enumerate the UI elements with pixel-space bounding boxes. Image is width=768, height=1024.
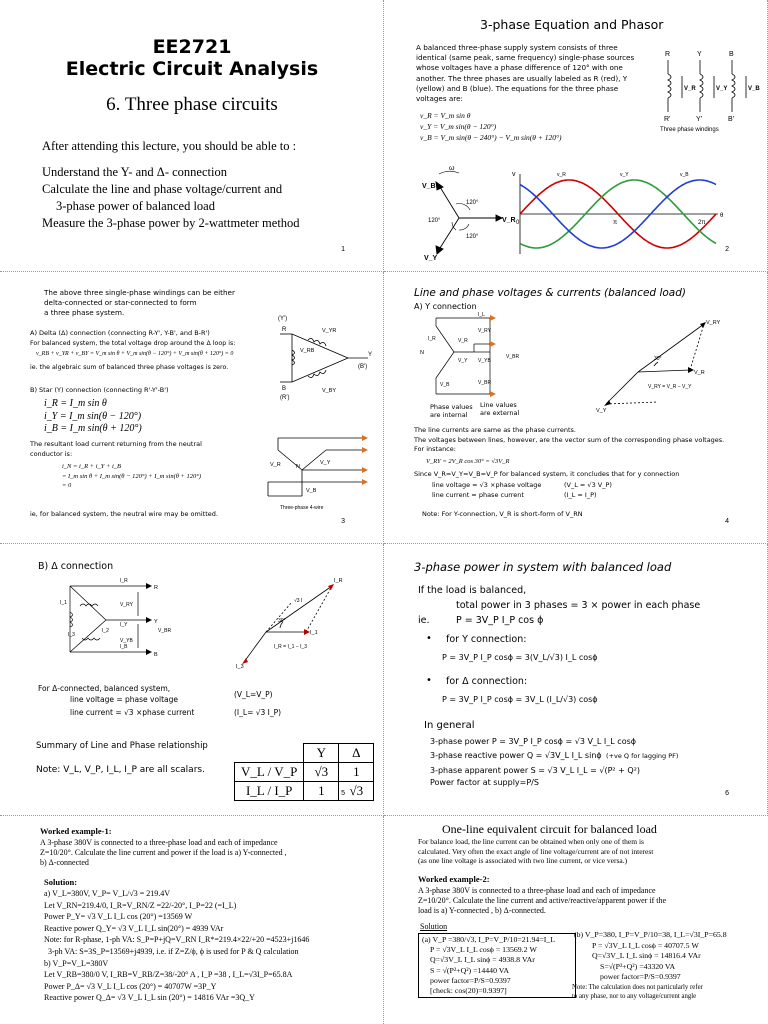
phasor-label: V_B <box>422 183 436 190</box>
star-label: V_Y <box>320 460 331 466</box>
note-line: Line values <box>480 401 517 409</box>
solution-line: Q=√3V_L I_L sinϕ = 14816.4 VAr <box>592 951 701 961</box>
body-line: The resultant load current returning from the neutral <box>30 440 202 448</box>
objective: Measure the 3-phase power by 2-wattmeter method <box>42 216 300 230</box>
relation-value: (V_L = √3 V_P) <box>564 481 612 489</box>
table-row <box>235 744 374 763</box>
slide-title: 3-phase Equation and Phasor <box>480 17 664 32</box>
phasor-label: √3 I <box>294 598 303 604</box>
body-line: total power in 3 phases = 3 × power in each phase <box>456 600 701 611</box>
example-title: Worked example-1: <box>40 826 112 836</box>
body-line: conductor is: <box>30 449 73 458</box>
body-line: If the load is balanced, <box>418 585 527 596</box>
equation: i_N = i_R + i_Y + i_B <box>62 463 122 470</box>
star-caption: Three-phase 4-wire <box>280 505 324 511</box>
winding-label: Y' <box>696 116 703 123</box>
circuit-label: Y <box>154 619 158 625</box>
y-connection-circuit <box>418 312 528 404</box>
page-number: 6 <box>725 790 729 797</box>
equation: v_B = V_m sin(θ − 240°) − V_m sin(θ + 120°) <box>420 133 562 142</box>
solution-line: S=√(P²+Q²) =43320 VA <box>600 961 676 971</box>
note-line: Phase values <box>430 403 473 411</box>
circuit-label: V_BR <box>506 354 520 360</box>
slide-7 <box>0 816 384 1024</box>
relation-value: (I_L= √3 I_P) <box>234 708 282 717</box>
equation: = I_m sin θ + I_m sin(θ − 120°) + I_m sin(θ + 120°) <box>62 472 202 480</box>
solution-text <box>44 888 309 1004</box>
relation-text: line voltage = √3 ×phase voltage <box>432 481 542 489</box>
winding-label: V_R <box>684 86 696 92</box>
question-line: load is a) Y-connected , b) Δ-connected. <box>418 906 546 915</box>
delta-label: (R') <box>280 395 290 401</box>
phasor-label: V_Y <box>596 408 607 414</box>
body-line: For instance: <box>414 445 456 453</box>
solution-line: a) V_L=380V, V_P= V_L/√3 = 219.4V <box>44 889 171 898</box>
phasor-diagram <box>414 160 514 265</box>
winding-label: B <box>729 51 734 58</box>
body-line: (yellow) and B (blue). The equations for the three phase <box>416 83 619 93</box>
circuit-label: N <box>420 350 424 356</box>
table-row <box>235 782 374 801</box>
slide-title: 3-phase power in system with balanced load <box>414 560 672 574</box>
neutral-sum <box>62 462 201 491</box>
solution-line: Q=√3V_L I_L sinϕ = 4938.8 VAr <box>430 955 535 965</box>
delta-label: B <box>282 386 287 392</box>
circuit-label: I_L <box>478 312 485 318</box>
winding-label: Y <box>697 51 702 58</box>
circuit-label: V_YB <box>478 358 491 364</box>
page-number: 3 <box>341 518 345 525</box>
phasor-label: 30° <box>278 618 286 624</box>
circuit-label: V_RY <box>478 328 491 334</box>
circuit-label: I_2 <box>102 628 109 634</box>
voltage-phasor-diagram <box>590 318 724 414</box>
body-line: ie. the algebraic sum of balanced three phase voltages is zero. <box>30 364 229 371</box>
objective: 3-phase power of balanced load <box>56 199 215 213</box>
page-number: 5 <box>341 790 345 797</box>
bullet: • <box>426 633 432 644</box>
section-heading: B) Star (Y) connection (connecting R'-Y'-B') <box>30 386 169 394</box>
winding-label: V_B <box>748 86 760 92</box>
circuit-label: I_R <box>120 578 128 584</box>
equation: v_R = V_m sin θ <box>420 111 471 120</box>
slide-title: One-line equivalent circuit for balanced load <box>442 822 657 836</box>
objective: Understand the Y- and Δ- connection <box>42 165 227 179</box>
intro-text <box>418 837 653 866</box>
table-cell: 1 <box>304 782 339 801</box>
question-text <box>40 838 287 868</box>
intro-text <box>44 288 235 318</box>
solution-line: Power P_Y= √3 V_L I_L cos (20°) =13569 W <box>44 912 193 922</box>
winding-label: R <box>665 51 671 58</box>
intro-text: After attending this lecture, you should be able to : <box>42 139 297 153</box>
phasor-label: I_3 <box>236 664 244 670</box>
circuit-label: V_BR <box>158 628 172 634</box>
body-line: For Δ-connected, balanced system, <box>38 684 171 693</box>
delta-label: V_BY <box>322 388 337 394</box>
phasor-label: 120° <box>466 234 479 240</box>
solution-line: (a) V_P =380/√3, I_P=V_P/10=21.94=I_L <box>422 935 555 944</box>
intro-line: For balance load, the line current can be obtained when only one of them is <box>418 837 644 846</box>
table-cell: √3 <box>304 763 339 782</box>
table-cell: √3 <box>339 782 374 801</box>
delta-circuit <box>58 576 178 668</box>
note-line: are internal <box>430 411 468 419</box>
question-line: Z=10/20°. Calculate the line current and active/reactive/apparent power if the <box>418 896 667 905</box>
wave-label: v <box>512 171 516 178</box>
relation-text: line voltage = phase voltage <box>70 695 179 704</box>
body-text <box>414 426 724 455</box>
star-label: N <box>296 464 300 470</box>
body-line: ie. <box>418 615 430 626</box>
solution-line: [check: cos(20)=0.9397] <box>430 986 507 996</box>
phase-equations <box>420 110 562 143</box>
calculation-note <box>572 984 703 1001</box>
circuit-label: V_Y <box>458 358 468 364</box>
phasor-label: 120° <box>466 200 479 206</box>
wave-label: 0 <box>516 220 520 226</box>
summary-heading: Summary of Line and Phase relationship <box>36 741 208 751</box>
intro-line: The above three single-phase windings can be either <box>44 288 235 297</box>
three-phase-windings-diagram <box>656 46 768 136</box>
delta-label: Y <box>368 352 373 358</box>
star-label: V_R <box>270 462 281 468</box>
star-connection-diagram <box>262 430 378 512</box>
equation: i_R = I_m sin θ <box>44 398 107 409</box>
circuit-label: I_Y <box>120 622 128 628</box>
body-line: The voltages between lines, however, are the vector sum of the corresponding phase voltages. <box>414 435 725 444</box>
phasor-label: 30° <box>654 356 662 362</box>
circuit-label: V_BR <box>478 380 492 386</box>
intro-line: calculated. Very often the exact angle of line voltage/current are of not interest <box>418 846 654 856</box>
question-line: A 3-phase 380V is connected to a three-phase load and each of impedance <box>40 838 278 847</box>
course-title: Electric Circuit Analysis <box>65 58 319 80</box>
delta-label: R <box>282 327 287 333</box>
equation: i_B = I_m sin(θ + 120°) <box>44 423 142 434</box>
table-cell: V_L / V_P <box>235 763 304 782</box>
scalars-note: Note: V_L, V_P, I_L, I_P are all scalars. <box>36 765 205 775</box>
body-line: The line currents are same as the phase currents. <box>414 426 576 434</box>
general-line: 3-phase reactive power Q = √3V_L I_L sinϕ <box>430 751 602 760</box>
solution-line: Let V_RB=380/0 V, I_RB=V_RB/Z=38/-20° A , I_P =38 , I_L=√3I_P=65.8A <box>44 970 293 980</box>
note-line: Note: The calculation does not particularly refer <box>572 984 703 991</box>
general-line: Power factor at supply=P/S <box>430 778 539 787</box>
relation-value: (I_L = I_P) <box>564 491 597 499</box>
winding-label: B' <box>728 116 735 123</box>
sine-wave-plot <box>512 168 728 260</box>
section-heading: A) Delta (Δ) connection (connecting R-Y', Y-B', and B-R') <box>30 329 210 337</box>
current-phasor-diagram <box>236 574 356 670</box>
circuit-label: V_RY <box>120 602 133 608</box>
solution-line: b) V_P=V_L=380V <box>44 958 109 968</box>
equation: = 0 <box>62 482 72 489</box>
circuit-label: I_B <box>120 644 128 650</box>
table-header: Δ <box>339 744 374 763</box>
solution-line: 3-ph VA: S=3S_P=13569+j4939, i.e. if Z=Z/ϕ, ϕ is used for P & Q calculation <box>48 946 299 956</box>
course-code: EE2721 <box>152 36 232 58</box>
solution-line: S = √(P²+Q²) =14440 VA <box>430 965 510 975</box>
wave-label: θ <box>720 213 724 219</box>
slide-3 <box>0 272 384 544</box>
chapter-title: 6. Three phase circuits <box>106 94 278 115</box>
general-line: 3-phase apparent power S = √3 V_L I_L = √(P² + Q²) <box>430 766 641 775</box>
bullet-heading: for Δ connection: <box>446 676 528 687</box>
section-heading: B) Δ connection <box>38 561 114 572</box>
phasor-label: I_R = I_1 − I_3 <box>274 644 308 650</box>
intro-line: (as one line voltage is associated with two line current, or vice versa.) <box>418 856 628 865</box>
slide-title: Line and phase voltages & currents (balanced load) <box>414 287 686 299</box>
solution-heading: Solution: <box>44 877 78 887</box>
phasor-label: V_Y <box>424 255 438 262</box>
slide-8 <box>384 816 768 1024</box>
delta-label: V_YR <box>322 328 337 334</box>
delta-label: V_RB <box>300 348 315 354</box>
slide-1 <box>0 0 384 272</box>
phasor-label: V_RY <box>706 320 721 326</box>
current-equations <box>44 398 142 436</box>
equation: v_RB + v_YR + v_BY = V_m sin θ + V_m sin(θ − 120°) + V_m sin(θ + 120°) = 0 <box>36 351 234 357</box>
delta-connection-diagram <box>278 312 378 402</box>
question-line: A 3-phase 380V is connected to a three-phase load and each of impedance <box>418 886 656 895</box>
body-line: another. The three phases are usually labeled as R (red), Y <box>416 73 628 83</box>
solution-line: P = √3V_L I_L cosϕ = 13569.2 W <box>430 945 537 955</box>
body-text <box>416 43 656 104</box>
body-line: Since V_R=V_Y=V_B=V_P for balanced system, it concludes that for y connection <box>414 470 680 478</box>
equation: i_Y = I_m sin(θ − 120°) <box>44 410 142 422</box>
wave-label: v_Y <box>620 172 629 178</box>
slide-2 <box>384 0 768 272</box>
page-number: 4 <box>725 518 729 525</box>
circuit-label: V_R <box>458 338 468 344</box>
solution-line: (b) V_P=380, I_P=V_P/10=38, I_L=√3I_P=65.8 <box>574 930 727 939</box>
winding-label: R' <box>664 116 671 123</box>
solution-b <box>574 930 727 983</box>
slide-5 <box>0 544 384 816</box>
delta-label: (B') <box>358 364 368 370</box>
circuit-label: I_1 <box>60 600 67 606</box>
star-label: V_B <box>306 488 317 494</box>
bullet-heading: for Y connection: <box>446 634 527 645</box>
phasor-label: I_R <box>334 578 343 584</box>
solution-line: P = √3V_L I_L cosϕ = 40707.5 W <box>592 940 699 950</box>
circuit-label: R <box>154 585 158 591</box>
phasor-label: V_R <box>502 217 516 224</box>
phasor-label: I_1 <box>310 630 318 636</box>
relation-text: line current = phase current <box>432 491 524 499</box>
equation: v_Y = V_m sin(θ − 120°) <box>420 122 497 131</box>
intro-line: delta-connected or star-connected to form <box>44 298 197 307</box>
solution-line: Power P_Δ= √3 V_L I_L cos (20°) = 40707W =3P_Y <box>44 981 217 991</box>
phasor-label: V_R <box>694 370 705 376</box>
question-line: b) Δ-connected <box>40 858 89 867</box>
power-equation: P = 3V_P I_P cos ϕ <box>456 615 544 626</box>
solution-line: Let V_RN=219.4/0, I_R=V_RN/Z =22/-20°, I_P=22 (=I_L) <box>44 900 237 910</box>
body-text <box>30 440 202 459</box>
solution-line: power factor=P/S=0.9397 <box>600 972 681 982</box>
circuit-label: V_B <box>440 382 450 388</box>
relation-value: (V_L=V_P) <box>234 690 273 699</box>
table-row <box>235 763 374 782</box>
body-line: A balanced three-phase supply system consists of three <box>416 43 618 52</box>
circuit-label: I_3 <box>68 632 75 638</box>
general-heading: In general <box>424 720 475 731</box>
body-line: identical (same peak, same frequency) single-phase sources <box>416 53 635 63</box>
wave-label: π <box>613 220 618 226</box>
page-number: 2 <box>725 246 729 253</box>
body-line: For balanced system, the total voltage drop around the Δ loop is: <box>30 340 236 347</box>
wave-label: 2π <box>698 220 706 226</box>
circuit-label: B <box>154 652 158 658</box>
solution-heading: Solution <box>420 922 448 931</box>
circuit-label: I_R <box>428 336 436 342</box>
table-header: Y <box>304 744 339 763</box>
circuit-label: V_YB <box>120 638 133 644</box>
general-line: 3-phase power P = 3V_P I_P cosϕ = √3 V_L I_L cosϕ <box>430 737 637 746</box>
section-heading: A) Y connection <box>414 302 477 311</box>
table-cell <box>235 744 304 763</box>
windings-caption: Three phase windings <box>660 127 719 133</box>
solution-line: Reactive power Q_Y= √3 V_L I_L sin(20°) = 4939 VAr <box>44 923 224 933</box>
power-equation: P = 3V_P I_P cosϕ = 3V_L (I_L/√3) cosϕ <box>442 695 598 704</box>
bullet: • <box>426 675 432 686</box>
general-note: (+ve Q for lagging PF) <box>606 752 679 760</box>
slide-6 <box>384 544 768 816</box>
body-line: whose voltages have a phase difference of 120° with one <box>416 63 623 73</box>
body-line: voltages are: <box>416 94 463 104</box>
intro-line: a three phase system. <box>44 308 125 317</box>
question-line: Z=10/20°. Calculate the line current and power if the load is a) Y-connected , <box>40 848 287 857</box>
note-line: to any phase, nor to any voltage/current angle <box>572 992 697 1000</box>
question-text <box>418 886 666 916</box>
table-cell: I_L / I_P <box>235 782 304 801</box>
relation-text: line current = √3 ×phase current <box>70 708 195 717</box>
slide-4 <box>384 272 768 544</box>
phasor-label: ω <box>449 165 455 172</box>
phase-values-note <box>430 403 473 419</box>
relationship-table <box>234 743 374 801</box>
equation: V_RY = 2V_R cos 30° = √3V_R <box>426 458 510 465</box>
note-line: are external <box>480 409 520 417</box>
phasor-label: V_RY = V_R − V_Y <box>648 384 692 390</box>
solution-line: power factor=P/S=0.9397 <box>430 975 511 985</box>
body-line: ie, for balanced system, the neutral wire may be omitted. <box>30 510 218 518</box>
solution-line: Note: for R-phase, 1-ph VA: S_P=P+jQ=V_RN I_R*=219.4×22/+20 =4523+j1646 <box>44 935 310 945</box>
wave-label: v_B <box>680 172 689 178</box>
wave-label: v_R <box>557 172 566 178</box>
power-equation: P = 3V_P I_P cosϕ = 3(V_L/√3) I_L cosϕ <box>442 653 598 662</box>
line-values-note <box>480 401 519 417</box>
objective: Calculate the line and phase voltage/current and <box>42 182 283 196</box>
solution-line: Reactive power Q_Δ= √3 V_L I_L sin (20°) = 14816 VAr =3Q_Y <box>44 993 255 1003</box>
winding-label: V_Y <box>716 86 728 92</box>
delta-label: (Y') <box>278 316 288 322</box>
solution-a <box>418 933 576 998</box>
table-cell: 1 <box>339 763 374 782</box>
example-title: Worked example-2: <box>418 874 490 884</box>
phasor-label: 120° <box>428 218 441 224</box>
note: Note: For Y-connection, V_R is short-form of V_RN <box>422 510 583 518</box>
page-number: 1 <box>341 246 345 253</box>
